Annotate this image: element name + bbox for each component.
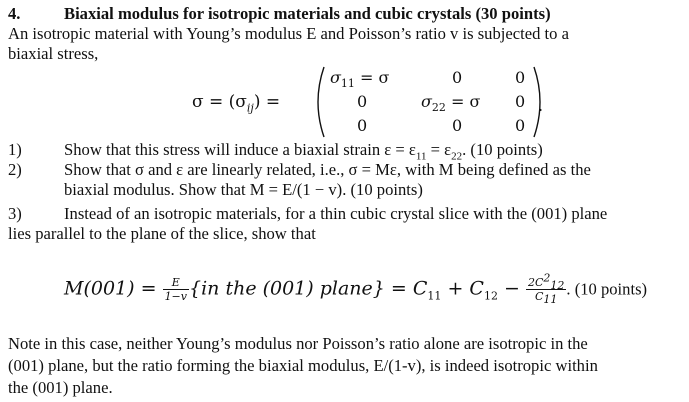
item-2-label: 2) [8,160,22,179]
note-line-2: (001) plane, but the ratio forming the biaxial modulus, E/(1-v), is indeed isotropic within [8,356,598,375]
fraction-e-over-1-minus-v: $\frac{E}{1-v}$ [164,276,187,303]
intro-line-1: An isotropic material with Young’s modulus E and Poisson’s ratio v is subjected to a [8,24,569,43]
matrix-period: . [538,96,544,115]
matrix-r3c1: 0 [357,116,368,135]
problem-number: 4. [8,4,21,23]
matrix-r3c3: 0 [515,116,526,135]
matrix-r2c2: $\sigma_{22} = \sigma$ [421,92,481,115]
matrix-r3c2: 0 [452,116,463,135]
item-3-line-1: Instead of an isotropic materials, for a thin cubic crystal slice with the (001) plane [64,204,608,223]
stress-lhs: $\sigma = (\sigma_{ij})$ = [192,92,281,115]
item-2-line-1: Show that σ and ε are linearly related, i.e., σ = Mε, with M being defined as the [64,160,591,179]
note-line-3: the (001) plane. [8,378,113,397]
note-line-1: Note in this case, neither Young’s modulus nor Poisson’s ratio alone are isotropic in the [8,334,588,353]
biaxial-modulus-equation: M(001) = $\frac{E}{1-v}$ {in the (001) plane} = $C_{11} + C_{12}$ − $\frac{2C^2_{12}}{C_{11}}$ . (10 points) [64,271,648,307]
problem-title: Biaxial modulus for isotropic materials and cubic crystals (30 points) [64,4,551,23]
matrix-r1c3: 0 [515,68,526,87]
matrix-r2c3: 0 [515,92,526,111]
item-1-label: 1) [8,140,22,159]
item-3-line-2: lies parallel to the plane of the slice, show that [8,224,316,243]
item-3-label: 3) [8,204,22,223]
fraction-2c12sq-over-c11: $\frac{2C^2_{12}}{C_{11}}$ [527,271,565,307]
matrix-r1c2: 0 [452,68,463,87]
matrix-r2c1: 0 [357,92,368,111]
item-1-text: Show that this stress will induce a biaxial strain $\varepsilon = \varepsilon_{11} = \varepsilon_{22}$. (10 points) [64,140,543,163]
intro-line-2: biaxial stress, [8,44,99,63]
matrix-r1c1: $\sigma_{11} = \sigma$ [330,68,390,91]
item-2-line-2: biaxial modulus. Show that M = E/(1 − v). (10 points) [64,180,423,199]
